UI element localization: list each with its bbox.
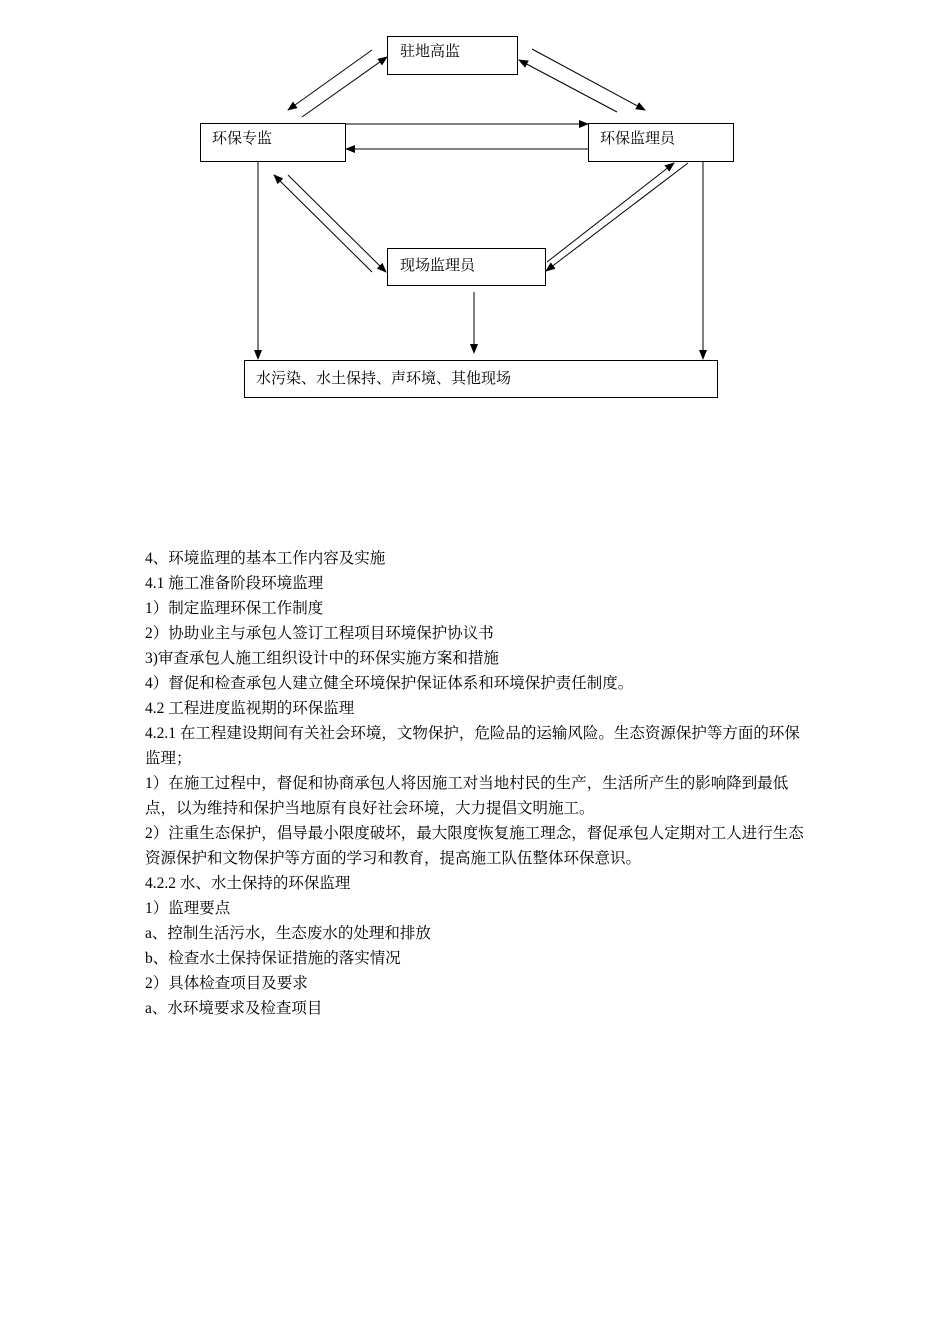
list-item: 3)审查承包人施工组织设计中的环保实施方案和措施 xyxy=(145,650,499,667)
node-top-label: 驻地高监 xyxy=(400,42,461,60)
paragraph: 1）在施工过程中，督促和协商承包人将因施工对当地村民的生产，生活所产生的影响降到最低点，以为维持和保护当地原有良好社会环境，大力提倡文明施工。 xyxy=(145,775,789,817)
arrow-left-to-middle xyxy=(288,175,386,272)
list-item: b、检查水土保持保证措施的落实情况 xyxy=(145,950,401,967)
list-item: 4）督促和检查承包人建立健全环境保护保证体系和环境保护责任制度。 xyxy=(145,675,634,692)
arrow-top-to-left xyxy=(288,50,372,110)
arrow-right-to-top xyxy=(519,60,617,112)
node-left-label: 环保专监 xyxy=(212,129,273,147)
arrow-middle-to-right xyxy=(547,163,674,262)
supervision-flow-diagram xyxy=(0,0,950,420)
list-item: a、控制生活污水，生态废水的处理和排放 xyxy=(145,925,431,942)
subsection-heading: 4.2.2 水、水土保持的环保监理 xyxy=(145,875,351,892)
paragraph: 4.2.1 在工程建设期间有关社会环境，文物保护，危险品的运输风险。生态资源保护等方面的环保监理； xyxy=(145,725,800,767)
list-item: 1）制定监理环保工作制度 xyxy=(145,600,324,617)
section-heading: 4、环境监理的基本工作内容及实施 xyxy=(145,550,386,567)
arrow-top-to-right xyxy=(532,49,645,110)
list-item: a、水环境要求及检查项目 xyxy=(145,1000,323,1017)
list-item: 1）监理要点 xyxy=(145,900,231,917)
node-right-label: 环保监理员 xyxy=(600,129,676,147)
arrow-left-to-top xyxy=(302,57,387,117)
node-bottom-label: 水污染、水土保持、声环境、其他现场 xyxy=(256,369,512,387)
subsection-heading: 4.2 工程进度监视期的环保监理 xyxy=(145,700,355,717)
list-item: 2）协助业主与承包人签订工程项目环境保护协议书 xyxy=(145,625,494,642)
section-body xyxy=(145,546,815,1021)
subsection-heading: 4.1 施工准备阶段环境监理 xyxy=(145,575,324,592)
node-middle-label: 现场监理员 xyxy=(400,256,476,274)
list-item: 2）具体检查项目及要求 xyxy=(145,975,308,992)
paragraph: 2）注重生态保护，倡导最小限度破坏，最大限度恢复施工理念，督促承包人定期对工人进行生态资源保护和文物保护等方面的学习和教育，提高施工队伍整体环保意识。 xyxy=(145,825,804,867)
arrow-middle-to-left xyxy=(274,175,372,272)
arrow-right-to-middle xyxy=(546,163,688,271)
